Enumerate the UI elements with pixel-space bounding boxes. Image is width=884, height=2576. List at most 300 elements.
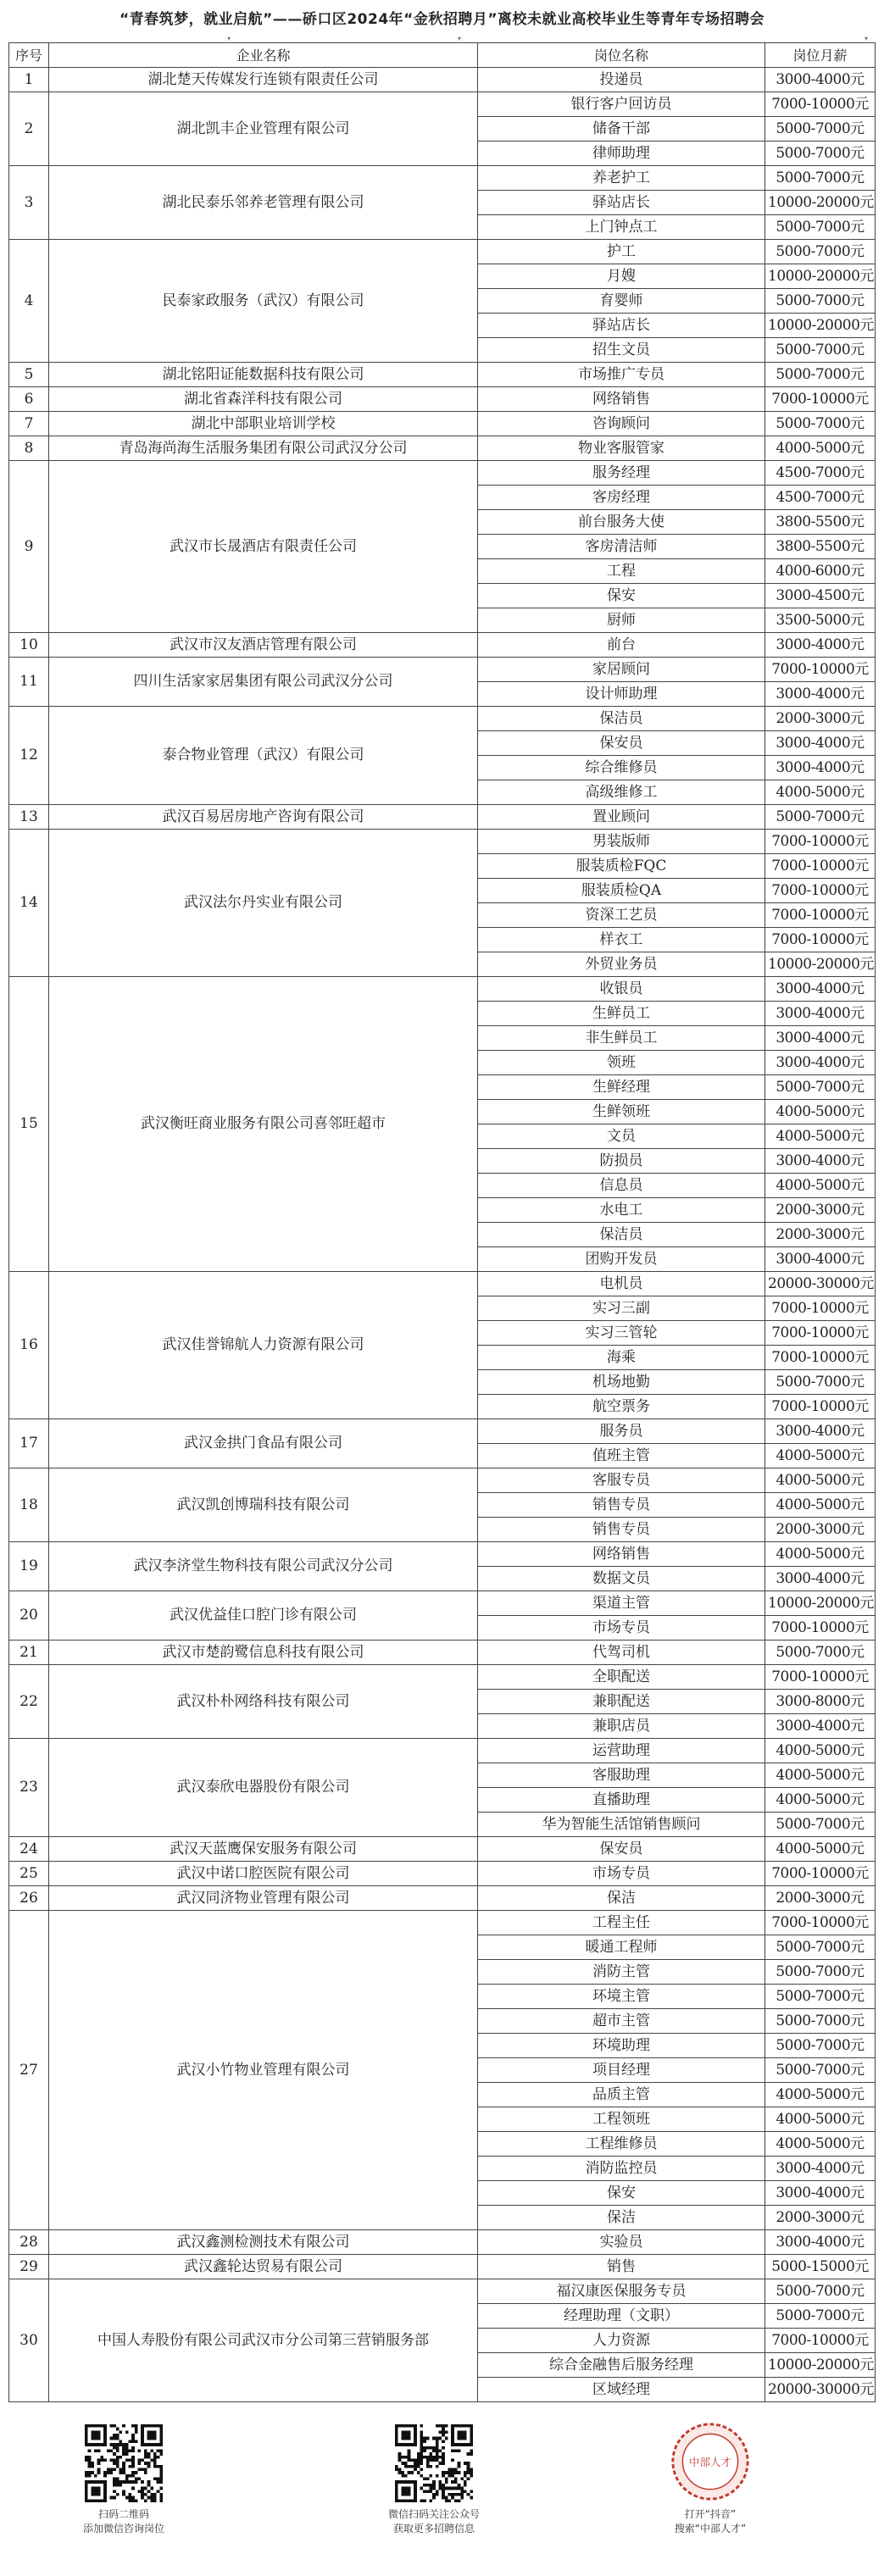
position-name: 客服专员 [478,1468,765,1493]
position-name: 领班 [478,1051,765,1075]
job-table-body [9,68,876,2402]
position-name: 市场专员 [478,1616,765,1641]
company-index: 8 [9,436,49,461]
position-name: 保洁员 [478,707,765,731]
position-name: 环境助理 [478,2034,765,2058]
column-dropdown-marker: ▾ [865,35,869,42]
position-name: 市场推广专员 [478,363,765,387]
position-salary: 3000-4000元 [765,977,876,1002]
position-salary: 4000-5000元 [765,1100,876,1124]
position-name: 网络销售 [478,387,765,412]
position-name: 储备干部 [478,117,765,142]
position-salary: 5000-7000元 [765,2304,876,2329]
position-salary: 4000-6000元 [765,559,876,584]
position-name: 生鲜员工 [478,1002,765,1026]
company-name: 武汉中诺口腔医院有限公司 [49,1862,478,1886]
table-header-row [9,43,876,68]
official-account-qr-icon [395,2424,473,2502]
position-salary: 7000-10000元 [765,1616,876,1641]
position-name: 销售 [478,2255,765,2279]
table-row [9,1542,876,1567]
page-title: “青春筑梦，就业启航”——硚口区2024年“金秋招聘月”离校未就业高校毕业生等青年专场招聘会 [119,10,764,28]
position-name: 收银员 [478,977,765,1002]
position-salary: 4000-5000元 [765,1174,876,1198]
position-name: 上门钟点工 [478,215,765,240]
company-name: 武汉市楚韵鹭信息科技有限公司 [49,1641,478,1665]
position-name: 养老护工 [478,166,765,191]
qr-caption-line: 微信扫码关注公众号 [387,2508,480,2520]
position-salary: 3000-4000元 [765,1714,876,1739]
company-name: 泰合物业管理（武汉）有限公司 [49,707,478,805]
position-salary: 5000-7000元 [765,117,876,142]
position-salary: 4000-5000元 [765,1788,876,1813]
company-index: 11 [9,658,49,707]
position-name: 保洁 [478,1886,765,1911]
qr-caption-line: 添加微信咨询岗位 [82,2523,164,2534]
position-name: 实习三副 [478,1296,765,1321]
svg-text:中部人才: 中部人才 [689,2455,731,2468]
position-salary: 20000-30000元 [765,1272,876,1296]
table-row [9,1837,876,1862]
position-name: 咨询顾问 [478,412,765,436]
table-row [9,1591,876,1616]
position-name: 资深工艺员 [478,903,765,928]
position-salary: 7000-10000元 [765,2329,876,2353]
company-index: 4 [9,240,49,363]
company-index: 19 [9,1542,49,1591]
company-name: 武汉同济物业管理有限公司 [49,1886,478,1911]
position-salary: 2000-3000元 [765,1886,876,1911]
table-row [9,1862,876,1886]
position-salary: 10000-20000元 [765,191,876,215]
position-salary: 7000-10000元 [765,1321,876,1346]
wechat-contact-qr-icon [85,2424,163,2502]
position-name: 超市主管 [478,2009,765,2034]
position-name: 运营助理 [478,1739,765,1763]
position-salary: 7000-10000元 [765,1296,876,1321]
position-name: 保洁 [478,2206,765,2230]
position-name: 海乘 [478,1346,765,1370]
position-name: 值班主管 [478,1444,765,1468]
company-index: 23 [9,1739,49,1837]
position-name: 银行客户回访员 [478,92,765,117]
position-salary: 3000-4000元 [765,2157,876,2181]
position-name: 代驾司机 [478,1641,765,1665]
position-salary: 4500-7000元 [765,461,876,486]
position-name: 服务经理 [478,461,765,486]
company-index: 18 [9,1468,49,1542]
position-salary: 7000-10000元 [765,92,876,117]
table-row [9,658,876,682]
position-salary: 4000-5000元 [765,1739,876,1763]
position-name: 客房清洁师 [478,535,765,559]
company-name: 武汉泰欣电器股份有限公司 [49,1739,478,1837]
company-index: 24 [9,1837,49,1862]
position-name: 家居顾问 [478,658,765,682]
position-name: 工程领班 [478,2107,765,2132]
position-name: 高级维修工 [478,780,765,805]
position-name: 团购开发员 [478,1247,765,1272]
position-salary: 5000-7000元 [765,338,876,363]
position-salary: 7000-10000元 [765,1862,876,1886]
table-row [9,830,876,854]
company-index: 14 [9,830,49,977]
position-salary: 7000-10000元 [765,830,876,854]
position-salary: 3000-4000元 [765,633,876,658]
position-salary: 5000-7000元 [765,412,876,436]
position-name: 品质主管 [478,2083,765,2107]
company-index: 12 [9,707,49,805]
position-name: 水电工 [478,1198,765,1223]
position-salary: 4000-5000元 [765,2107,876,2132]
position-name: 实验员 [478,2230,765,2255]
wechat-contact-qr-block [22,2419,225,2536]
position-name: 文员 [478,1124,765,1149]
company-index: 29 [9,2255,49,2279]
zhongbu-rencai-logo-icon [670,2421,751,2502]
header-salary: 岗位月薪 [765,43,876,68]
position-name: 样衣工 [478,928,765,952]
header-index: 序号 [9,43,49,68]
position-name: 保安员 [478,731,765,756]
position-salary: 4000-5000元 [765,436,876,461]
company-index: 28 [9,2230,49,2255]
position-name: 销售专员 [478,1518,765,1542]
logo-caption-line: 打开“抖音” [684,2508,737,2520]
position-salary: 10000-20000元 [765,1591,876,1616]
position-name: 保安员 [478,1837,765,1862]
position-salary: 5000-7000元 [765,1641,876,1665]
table-row [9,977,876,1002]
position-salary: 4000-5000元 [765,1444,876,1468]
company-index: 21 [9,1641,49,1665]
table-row [9,68,876,92]
company-index: 15 [9,977,49,1272]
table-row [9,412,876,436]
position-salary: 5000-7000元 [765,1935,876,1960]
company-index: 2 [9,92,49,166]
position-name: 项目经理 [478,2058,765,2083]
table-row [9,2255,876,2279]
table-row [9,461,876,486]
company-name: 武汉金拱门食品有限公司 [49,1419,478,1468]
company-name: 四川生活家家居集团有限公司武汉分公司 [49,658,478,707]
position-name: 销售专员 [478,1493,765,1518]
position-salary: 7000-10000元 [765,1395,876,1419]
position-salary: 3800-5500元 [765,535,876,559]
company-index: 9 [9,461,49,633]
company-index: 5 [9,363,49,387]
table-row [9,387,876,412]
position-salary: 5000-7000元 [765,166,876,191]
position-name: 电机员 [478,1272,765,1296]
company-name: 武汉鑫测检测技术有限公司 [49,2230,478,2255]
position-salary: 5000-7000元 [765,2034,876,2058]
position-name: 驿站店长 [478,314,765,338]
position-name: 保安 [478,2181,765,2206]
position-salary: 3000-4000元 [765,1419,876,1444]
table-row [9,92,876,117]
company-name: 武汉鑫轮达贸易有限公司 [49,2255,478,2279]
position-name: 实习三管轮 [478,1321,765,1346]
position-salary: 3000-4000元 [765,756,876,780]
position-name: 福汉康医保服务专员 [478,2279,765,2304]
company-index: 13 [9,805,49,830]
company-name: 武汉朴朴网络科技有限公司 [49,1665,478,1739]
company-name: 武汉天蓝鹰保安服务有限公司 [49,1837,478,1862]
company-name: 武汉李济堂生物科技有限公司武汉分公司 [49,1542,478,1591]
table-row [9,1641,876,1665]
position-name: 前台服务大使 [478,510,765,535]
position-name: 兼职店员 [478,1714,765,1739]
position-name: 服装质检FQC [478,854,765,879]
position-salary: 7000-10000元 [765,854,876,879]
company-name: 湖北省森洋科技有限公司 [49,387,478,412]
position-salary: 3000-4000元 [765,1026,876,1051]
position-salary: 3000-4000元 [765,1149,876,1174]
position-salary: 2000-3000元 [765,1223,876,1247]
position-name: 保安 [478,584,765,608]
position-salary: 5000-7000元 [765,363,876,387]
position-name: 工程维修员 [478,2132,765,2157]
table-row [9,240,876,264]
position-salary: 4000-5000元 [765,1837,876,1862]
position-name: 兼职配送 [478,1690,765,1714]
position-salary: 2000-3000元 [765,707,876,731]
table-row [9,166,876,191]
position-name: 育婴师 [478,289,765,314]
column-dropdown-marker: ▾ [227,35,231,42]
position-name: 投递员 [478,68,765,92]
table-row [9,1739,876,1763]
position-salary: 7000-10000元 [765,903,876,928]
position-name: 机场地勤 [478,1370,765,1395]
position-name: 物业客服管家 [478,436,765,461]
position-name: 数据文员 [478,1567,765,1591]
company-index: 1 [9,68,49,92]
position-salary: 5000-7000元 [765,2279,876,2304]
position-salary: 3500-5000元 [765,608,876,633]
qr-caption-line: 获取更多招聘信息 [392,2523,475,2534]
position-name: 驿站店长 [478,191,765,215]
position-salary: 3800-5500元 [765,510,876,535]
position-name: 暖通工程师 [478,1935,765,1960]
table-row [9,1911,876,1935]
position-salary: 10000-20000元 [765,264,876,289]
position-salary: 3000-4000元 [765,2230,876,2255]
position-salary: 5000-7000元 [765,1960,876,1985]
position-salary: 3000-4000元 [765,1002,876,1026]
position-name: 男装版师 [478,830,765,854]
company-name: 民泰家政服务（武汉）有限公司 [49,240,478,363]
position-name: 环境主管 [478,1985,765,2009]
column-dropdown-marker: ▾ [458,35,462,42]
footer-qr-area [0,2419,884,2576]
company-index: 6 [9,387,49,412]
position-name: 置业顾问 [478,805,765,830]
table-row [9,363,876,387]
company-name: 武汉百易居房地产咨询有限公司 [49,805,478,830]
table-row [9,707,876,731]
table-row [9,1272,876,1296]
position-salary: 4000-5000元 [765,2132,876,2157]
position-salary: 2000-3000元 [765,2206,876,2230]
official-account-qr-block [332,2419,536,2536]
table-row [9,1468,876,1493]
company-name: 湖北楚天传媒发行连锁有限责任公司 [49,68,478,92]
position-salary: 3000-4000元 [765,2181,876,2206]
position-name: 区域经理 [478,2378,765,2402]
company-name: 青岛海尚海生活服务集团有限公司武汉分公司 [49,436,478,461]
position-salary: 4000-5000元 [765,1542,876,1567]
position-salary: 5000-7000元 [765,289,876,314]
table-row [9,633,876,658]
position-salary: 5000-15000元 [765,2255,876,2279]
position-salary: 7000-10000元 [765,1346,876,1370]
position-name: 消防监控员 [478,2157,765,2181]
company-name: 湖北中部职业培训学校 [49,412,478,436]
position-salary: 5000-7000元 [765,2009,876,2034]
position-salary: 5000-7000元 [765,142,876,166]
position-salary: 4000-5000元 [765,1763,876,1788]
company-index: 20 [9,1591,49,1641]
position-name: 直播助理 [478,1788,765,1813]
position-salary: 3000-4500元 [765,584,876,608]
position-salary: 7000-10000元 [765,387,876,412]
company-name: 武汉小竹物业管理有限公司 [49,1911,478,2230]
company-name: 武汉法尔丹实业有限公司 [49,830,478,977]
position-salary: 3000-4000元 [765,682,876,707]
position-name: 综合金融售后服务经理 [478,2353,765,2378]
position-name: 渠道主管 [478,1591,765,1616]
company-index: 27 [9,1911,49,2230]
company-name: 武汉佳誉锦航人力资源有限公司 [49,1272,478,1419]
position-salary: 7000-10000元 [765,658,876,682]
position-name: 网络销售 [478,1542,765,1567]
company-index: 7 [9,412,49,436]
position-salary: 10000-20000元 [765,952,876,977]
position-salary: 4000-5000元 [765,1124,876,1149]
company-index: 22 [9,1665,49,1739]
position-salary: 7000-10000元 [765,879,876,903]
position-salary: 5000-7000元 [765,1370,876,1395]
position-salary: 5000-7000元 [765,805,876,830]
job-table [8,42,876,2402]
position-salary: 5000-7000元 [765,240,876,264]
position-name: 经理助理（文职） [478,2304,765,2329]
position-name: 保洁员 [478,1223,765,1247]
table-row [9,436,876,461]
position-salary: 7000-10000元 [765,1911,876,1935]
position-salary: 4500-7000元 [765,486,876,510]
company-name: 湖北凯丰企业管理有限公司 [49,92,478,166]
position-salary: 20000-30000元 [765,2378,876,2402]
position-name: 全职配送 [478,1665,765,1690]
position-name: 华为智能生活馆销售顾问 [478,1813,765,1837]
company-index: 10 [9,633,49,658]
position-name: 律师助理 [478,142,765,166]
table-row [9,2279,876,2304]
position-name: 航空票务 [478,1395,765,1419]
company-name: 武汉优益佳口腔门诊有限公司 [49,1591,478,1641]
position-name: 工程主任 [478,1911,765,1935]
position-salary: 10000-20000元 [765,2353,876,2378]
position-salary: 5000-7000元 [765,1813,876,1837]
position-salary: 3000-8000元 [765,1690,876,1714]
position-salary: 4000-5000元 [765,2083,876,2107]
position-name: 客服助理 [478,1763,765,1788]
company-name: 武汉市汉友酒店管理有限公司 [49,633,478,658]
company-name: 湖北民泰乐邻养老管理有限公司 [49,166,478,240]
position-name: 服务员 [478,1419,765,1444]
position-name: 月嫂 [478,264,765,289]
position-name: 综合维修员 [478,756,765,780]
position-name: 消防主管 [478,1960,765,1985]
position-salary: 3000-4000元 [765,1567,876,1591]
position-salary: 5000-7000元 [765,2058,876,2083]
position-name: 招生文员 [478,338,765,363]
position-salary: 7000-10000元 [765,1665,876,1690]
position-name: 设计师助理 [478,682,765,707]
header-position: 岗位名称 [478,43,765,68]
position-name: 服装质检QA [478,879,765,903]
company-name: 中国人寿股份有限公司武汉市分公司第三营销服务部 [49,2279,478,2402]
position-salary: 5000-7000元 [765,1075,876,1100]
position-name: 生鲜经理 [478,1075,765,1100]
table-row [9,1886,876,1911]
position-salary: 5000-7000元 [765,1985,876,2009]
table-row [9,2230,876,2255]
table-row [9,1419,876,1444]
position-name: 工程 [478,559,765,584]
position-name: 外贸业务员 [478,952,765,977]
position-name: 非生鲜员工 [478,1026,765,1051]
logo-caption-line: 搜索“中部人才” [674,2523,747,2534]
company-name: 湖北铭阳证能数据科技有限公司 [49,363,478,387]
position-salary: 3000-4000元 [765,1051,876,1075]
header-company: 企业名称 [49,43,478,68]
position-salary: 2000-3000元 [765,1198,876,1223]
position-name: 前台 [478,633,765,658]
position-salary: 5000-7000元 [765,215,876,240]
position-name: 市场专员 [478,1862,765,1886]
position-salary: 3000-4000元 [765,731,876,756]
company-index: 26 [9,1886,49,1911]
position-name: 护工 [478,240,765,264]
position-name: 防损员 [478,1149,765,1174]
company-index: 25 [9,1862,49,1886]
company-name: 武汉凯创博瑞科技有限公司 [49,1468,478,1542]
qr-caption-line: 扫码二维码 [97,2508,149,2520]
table-row [9,1665,876,1690]
table-row [9,805,876,830]
company-index: 16 [9,1272,49,1419]
position-name: 厨师 [478,608,765,633]
position-salary: 3000-4000元 [765,68,876,92]
position-salary: 10000-20000元 [765,314,876,338]
position-salary: 2000-3000元 [765,1518,876,1542]
company-index: 17 [9,1419,49,1468]
company-name: 武汉衡旺商业服务有限公司喜邻旺超市 [49,977,478,1272]
position-salary: 4000-5000元 [765,1493,876,1518]
position-salary: 3000-4000元 [765,1247,876,1272]
company-index: 30 [9,2279,49,2402]
position-name: 信息员 [478,1174,765,1198]
position-salary: 7000-10000元 [765,928,876,952]
company-index: 3 [9,166,49,240]
position-salary: 4000-5000元 [765,1468,876,1493]
position-salary: 4000-5000元 [765,780,876,805]
